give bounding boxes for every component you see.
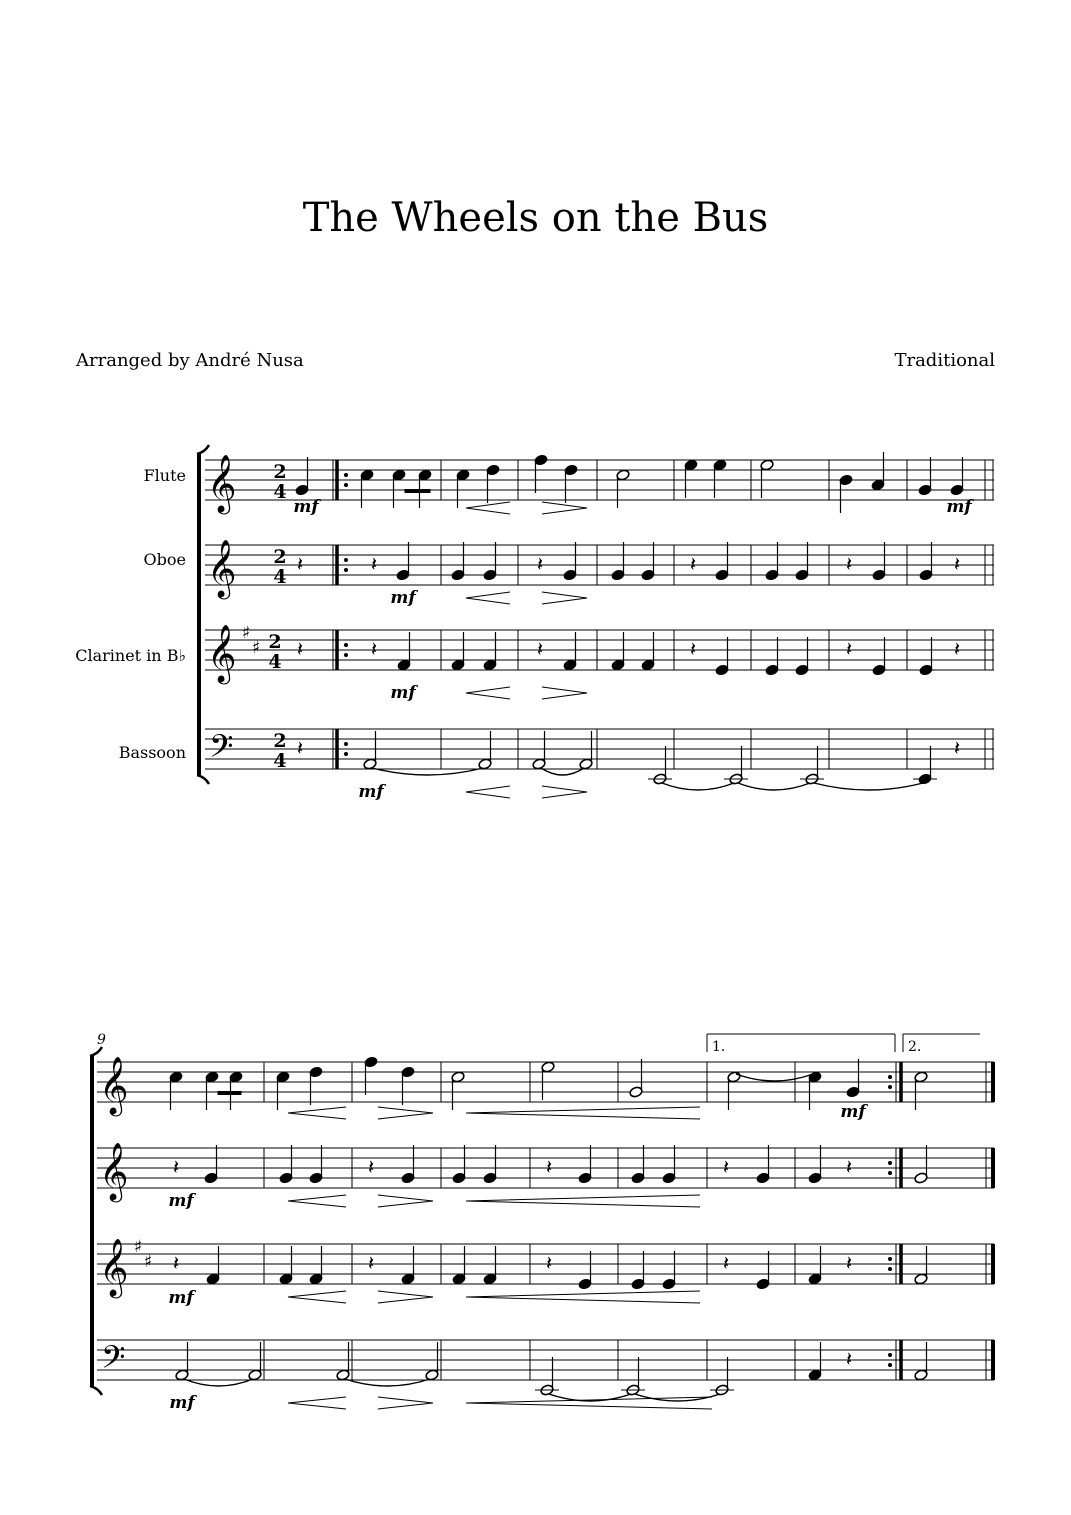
bracket-hook xyxy=(197,445,209,454)
time-signature-denominator: 4 xyxy=(273,566,287,588)
sharp-f: ♯ xyxy=(241,623,251,643)
repeat-dot xyxy=(344,473,348,477)
tie xyxy=(736,1074,813,1081)
crescendo-hairpin xyxy=(466,1195,700,1207)
quarter-rest: 𝄽 xyxy=(545,1155,553,1179)
dynamic-mf: mf xyxy=(840,1102,866,1122)
time-signature-numerator: 2 xyxy=(273,730,287,752)
quarter-rest: 𝄽 xyxy=(172,1251,180,1275)
instrument-label-flute: Flute xyxy=(143,466,186,485)
treble-clef: 𝄞 xyxy=(207,624,237,682)
bass-clef: 𝄢 xyxy=(101,1339,126,1383)
repeat-dot xyxy=(888,1161,892,1165)
decrescendo-hairpin xyxy=(542,687,587,699)
quarter-rest: 𝄽 xyxy=(689,552,697,576)
quarter-rest: 𝄽 xyxy=(536,637,544,661)
crescendo-hairpin xyxy=(288,1397,346,1409)
treble-clef: 𝄞 xyxy=(207,539,237,597)
quarter-rest: 𝄽 xyxy=(689,637,697,661)
repeat-dot xyxy=(888,1257,892,1261)
quarter-rest: 𝄽 xyxy=(172,1155,180,1179)
treble-clef: 𝄞 xyxy=(207,454,237,512)
quarter-rest: 𝄽 xyxy=(953,552,961,576)
quarter-rest: 𝄽 xyxy=(296,736,304,760)
quarter-rest: 𝄽 xyxy=(545,1251,553,1275)
quarter-rest: 𝄽 xyxy=(845,1251,853,1275)
crescendo-hairpin xyxy=(466,1107,700,1119)
quarter-rest: 𝄽 xyxy=(722,1251,730,1275)
measure-number: 9 xyxy=(97,1032,106,1048)
treble-clef: 𝄞 xyxy=(99,1142,129,1200)
treble-clef: 𝄞 xyxy=(99,1238,129,1296)
dynamic-mf: mf xyxy=(358,782,384,802)
dynamic-mf: mf xyxy=(390,588,416,608)
quarter-rest: 𝄽 xyxy=(953,736,961,760)
repeat-dot xyxy=(344,643,348,647)
quarter-rest: 𝄽 xyxy=(536,552,544,576)
repeat-dot xyxy=(888,1363,892,1367)
quarter-rest: 𝄽 xyxy=(845,552,853,576)
bass-clef: 𝄢 xyxy=(209,728,234,772)
bracket-hook xyxy=(90,1047,102,1056)
crescendo-hairpin xyxy=(466,592,510,604)
instrument-label-oboe: Oboe xyxy=(143,550,186,569)
quarter-rest: 𝄽 xyxy=(367,1155,375,1179)
crescendo-hairpin xyxy=(288,1195,346,1207)
time-signature-denominator: 4 xyxy=(273,481,287,503)
instrument-label-bassoon: Bassoon xyxy=(118,743,186,762)
dynamic-mf: mf xyxy=(390,683,416,703)
crescendo-hairpin xyxy=(288,1291,346,1303)
repeat-dot xyxy=(888,1353,892,1357)
repeat-dot xyxy=(344,653,348,657)
repeat-dot xyxy=(344,568,348,572)
quarter-rest: 𝄽 xyxy=(722,1155,730,1179)
composer-credit: Traditional xyxy=(894,350,995,371)
quarter-rest: 𝄽 xyxy=(845,637,853,661)
tie xyxy=(738,783,810,790)
decrescendo-hairpin xyxy=(378,1195,433,1207)
tie xyxy=(662,783,734,790)
score-title: The Wheels on the Bus xyxy=(302,195,769,241)
bracket-hook xyxy=(197,775,209,784)
crescendo-hairpin xyxy=(466,786,510,798)
repeat-dot xyxy=(344,483,348,487)
time-signature-denominator: 4 xyxy=(273,750,287,772)
time-signature-denominator: 4 xyxy=(268,651,282,673)
instrument-label-clarinet: Clarinet in B♭ xyxy=(75,646,186,665)
sharp-c: ♯ xyxy=(251,638,261,658)
volta-1-label: 1. xyxy=(712,1039,726,1055)
dynamic-mf: mf xyxy=(946,497,972,517)
decrescendo-hairpin xyxy=(542,786,587,798)
crescendo-hairpin xyxy=(466,1397,712,1409)
repeat-dot xyxy=(344,742,348,746)
arranger-credit: Arranged by André Nusa xyxy=(76,350,304,371)
time-signature-numerator: 2 xyxy=(268,631,282,653)
crescendo-hairpin xyxy=(466,687,510,699)
crescendo-hairpin xyxy=(466,1291,700,1303)
repeat-dot xyxy=(888,1085,892,1089)
dynamic-mf: mf xyxy=(168,1288,194,1308)
time-signature-numerator: 2 xyxy=(273,546,287,568)
quarter-rest: 𝄽 xyxy=(367,1251,375,1275)
quarter-rest: 𝄽 xyxy=(296,637,304,661)
crescendo-hairpin xyxy=(288,1107,346,1119)
sharp-c: ♯ xyxy=(143,1252,153,1272)
decrescendo-hairpin xyxy=(542,502,587,514)
quarter-rest: 𝄽 xyxy=(845,1155,853,1179)
dynamic-mf: mf xyxy=(169,1393,195,1413)
quarter-rest: 𝄽 xyxy=(370,637,378,661)
quarter-rest: 𝄽 xyxy=(296,552,304,576)
decrescendo-hairpin xyxy=(378,1107,433,1119)
decrescendo-hairpin xyxy=(542,592,587,604)
repeat-dot xyxy=(344,558,348,562)
repeat-dot xyxy=(344,752,348,756)
tie xyxy=(814,783,923,790)
decrescendo-hairpin xyxy=(378,1291,433,1303)
dynamic-mf: mf xyxy=(293,497,319,517)
crescendo-hairpin xyxy=(466,502,510,514)
repeat-dot xyxy=(888,1267,892,1271)
decrescendo-hairpin xyxy=(378,1397,433,1409)
quarter-rest: 𝄽 xyxy=(845,1347,853,1371)
repeat-dot xyxy=(888,1075,892,1079)
dynamic-mf: mf xyxy=(168,1191,194,1211)
repeat-dot xyxy=(888,1171,892,1175)
quarter-rest: 𝄽 xyxy=(370,552,378,576)
volta-2-label: 2. xyxy=(908,1039,922,1055)
time-signature-numerator: 2 xyxy=(273,461,287,483)
sharp-f: ♯ xyxy=(133,1237,143,1257)
quarter-rest: 𝄽 xyxy=(953,637,961,661)
treble-clef: 𝄞 xyxy=(99,1056,129,1114)
bracket-hook xyxy=(90,1386,102,1395)
